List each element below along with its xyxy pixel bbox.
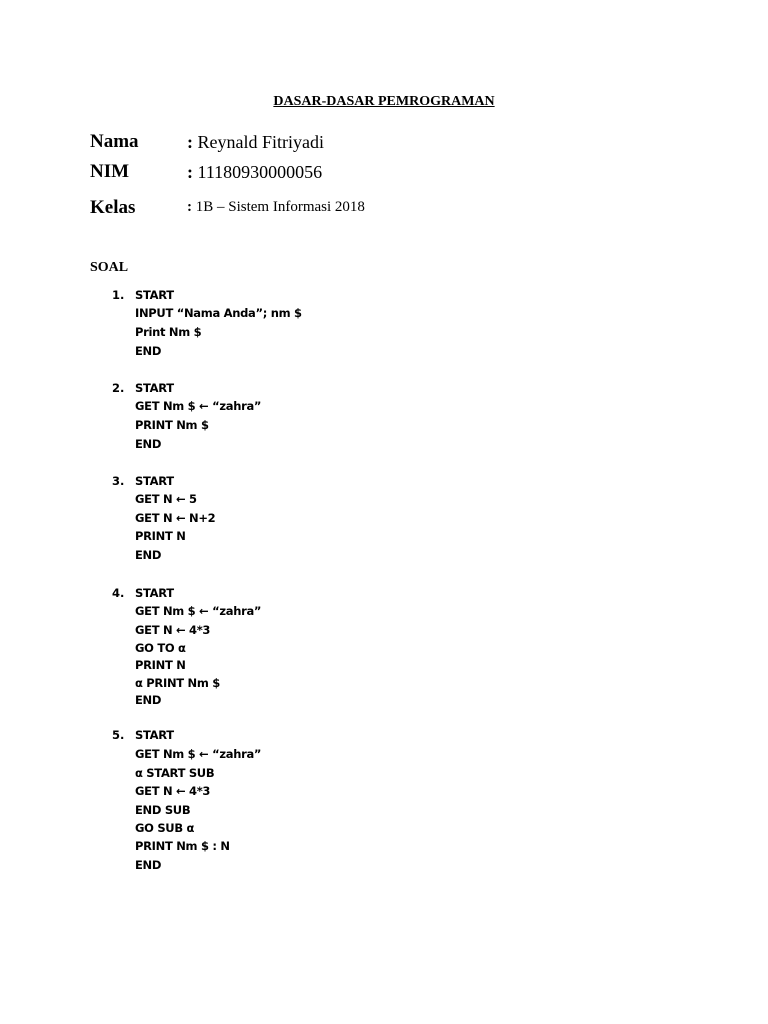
question-number: 1. bbox=[112, 288, 125, 302]
field-nama-colon: : bbox=[187, 132, 193, 152]
question-number: 5. bbox=[112, 728, 125, 742]
field-kelas-label: Kelas bbox=[90, 197, 136, 218]
question-number: 2. bbox=[112, 381, 125, 395]
code-line: PRINT Nm $ bbox=[135, 418, 209, 432]
question-number: 4. bbox=[112, 586, 125, 600]
code-line: PRINT N bbox=[135, 529, 186, 543]
field-kelas-value-wrap bbox=[187, 199, 365, 216]
code-line: PRINT Nm $ : N bbox=[135, 839, 230, 853]
code-line: START bbox=[135, 288, 174, 302]
code-line: START bbox=[135, 381, 174, 395]
code-line: END SUB bbox=[135, 803, 191, 817]
code-line: START bbox=[135, 586, 174, 600]
field-nama-label: Nama bbox=[90, 131, 139, 152]
code-line: PRINT N bbox=[135, 658, 186, 672]
code-line: END bbox=[135, 437, 162, 451]
field-nim-label: NIM bbox=[90, 161, 130, 182]
code-line: GET N ← 4*3 bbox=[135, 623, 211, 637]
code-line: GO TO α bbox=[135, 641, 186, 655]
document-title: DASAR-DASAR PEMROGRAMAN bbox=[273, 94, 495, 109]
code-line: GO SUB α bbox=[135, 821, 195, 835]
code-line: GET N ← N+2 bbox=[135, 511, 216, 525]
code-line: GET N ← 5 bbox=[135, 492, 197, 506]
field-nim-value: 11180930000056 bbox=[197, 162, 323, 182]
code-line: GET Nm $ ← “zahra” bbox=[135, 747, 262, 761]
field-nama-value-wrap bbox=[187, 132, 324, 153]
code-line: END bbox=[135, 548, 162, 562]
code-line: GET N ← 4*3 bbox=[135, 784, 211, 798]
code-line: Print Nm $ bbox=[135, 325, 202, 339]
code-line: END bbox=[135, 344, 162, 358]
question-number: 3. bbox=[112, 474, 125, 488]
field-nim-value-wrap bbox=[187, 162, 322, 183]
field-kelas-colon: : bbox=[187, 199, 192, 215]
section-heading-soal: SOAL bbox=[90, 260, 129, 275]
code-line: START bbox=[135, 474, 174, 488]
code-line: GET Nm $ ← “zahra” bbox=[135, 399, 262, 413]
field-nim-colon: : bbox=[187, 162, 193, 182]
code-line: α START SUB bbox=[135, 766, 215, 780]
code-line: INPUT “Nama Anda”; nm $ bbox=[135, 306, 302, 320]
code-line: GET Nm $ ← “zahra” bbox=[135, 604, 262, 618]
code-line: α PRINT Nm $ bbox=[135, 676, 220, 690]
code-line: END bbox=[135, 693, 162, 707]
field-nama-value: Reynald Fitriyadi bbox=[197, 132, 324, 152]
code-line: START bbox=[135, 728, 174, 742]
field-kelas-value: 1B – Sistem Informasi 2018 bbox=[195, 199, 365, 215]
code-line: END bbox=[135, 858, 162, 872]
